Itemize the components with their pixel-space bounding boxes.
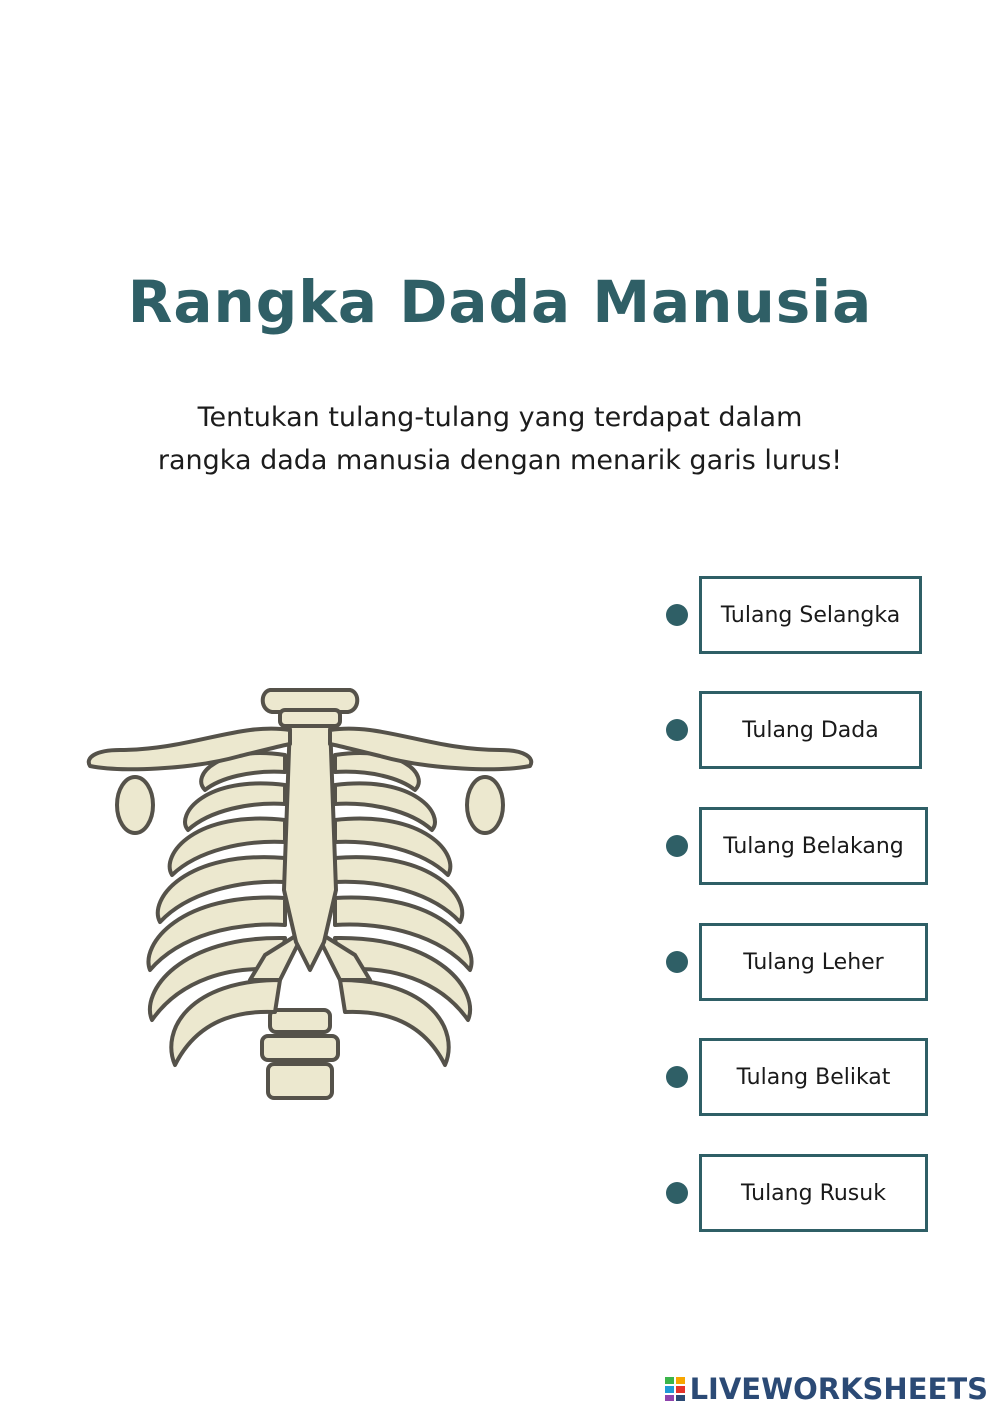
connect-dot[interactable] [666, 1182, 688, 1204]
option-label: Tulang Dada [742, 717, 879, 743]
option-label-box[interactable] [699, 576, 922, 654]
connect-dot[interactable] [666, 1066, 688, 1088]
connect-dot[interactable] [666, 835, 688, 857]
option-label-box[interactable] [699, 1038, 928, 1116]
connect-dot[interactable] [666, 604, 688, 626]
option-label-box[interactable] [699, 923, 928, 1001]
connect-dot[interactable] [666, 719, 688, 741]
page-title: Rangka Dada Manusia [127, 268, 873, 336]
liveworksheets-logo-icon [664, 1376, 686, 1402]
option-label: Tulang Selangka [720, 602, 901, 628]
option-label: Tulang Rusuk [741, 1180, 886, 1206]
instructions-line-2: rangka dada manusia dengan menarik garis lurus! [157, 445, 843, 476]
connect-dot[interactable] [666, 951, 688, 973]
option-label: Tulang Belikat [736, 1064, 891, 1090]
brand-logo [664, 1372, 988, 1406]
option-label-box[interactable] [699, 807, 928, 885]
option-label: Tulang Leher [743, 949, 884, 975]
option-label-box[interactable] [699, 691, 922, 769]
option-label-box[interactable] [699, 1154, 928, 1232]
option-label: Tulang Belakang [723, 833, 904, 859]
instructions-line-1: Tentukan tulang-tulang yang terdapat dalam [197, 402, 803, 433]
rib-cage-icon [80, 680, 540, 1110]
instructions [80, 396, 920, 482]
brand-name: LIVEWORKSHEETS [689, 1372, 988, 1406]
